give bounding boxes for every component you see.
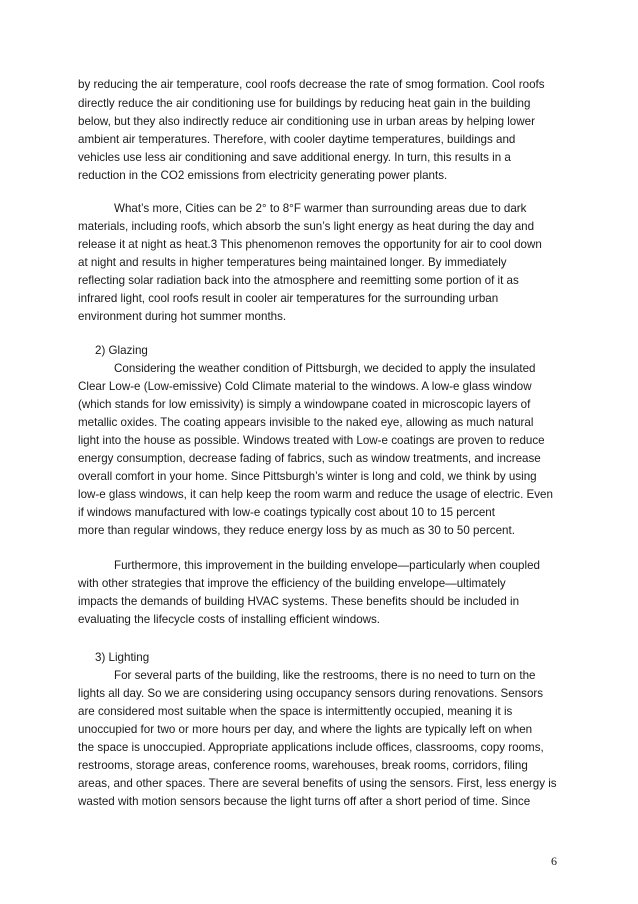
text-line: more than regular windows, they reduce energy loss by as much as 30 to 50 percent.	[78, 524, 515, 537]
text-line: release it at night as heat.3 This phenomenon removes the opportunity for air to cool down	[78, 238, 542, 251]
text-line: low-e glass windows, it can help keep the room warm and reduce the usage of electric. Even	[78, 488, 553, 501]
text-line: Considering the weather condition of Pittsburgh, we decided to apply the insulated	[114, 362, 536, 375]
text-line: evaluating the lifecycle costs of installing efficient windows.	[78, 613, 381, 626]
text-line: lights all day. So we are considering using occupancy sensors during renovations. Sensors	[78, 687, 544, 700]
text-line: materials, including roofs, which absorb the sun’s light energy as heat during the day and	[78, 220, 535, 233]
text-line: infrared light, cool roofs result in cooler air temperatures for the surrounding urban	[78, 292, 499, 305]
text-line: areas, and other spaces. There are several benefits of using the sensors. First, less energy is	[78, 777, 557, 790]
text-line: directly reduce the air conditioning use for buildings by reducing heat gain in the building	[78, 97, 531, 110]
text-line: For several parts of the building, like the restrooms, there is no need to turn on the	[114, 669, 536, 682]
text-line: What’s more, Cities can be 2° to 8°F warmer than surrounding areas due to dark	[114, 202, 527, 215]
text-line: wasted with motion sensors because the light turns off after a short period of time. Since	[78, 795, 531, 808]
text-line: overall comfort in your home. Since Pittsburgh’s winter is long and cold, we think by using	[78, 470, 537, 483]
text-line: environment during hot summer months.	[78, 310, 287, 323]
text-line: impacts the demands of building HVAC systems. These benefits should be included in	[78, 595, 520, 608]
text-line: (which stands for low emissivity) is simply a windowpane coated in microscopic layers of	[78, 398, 531, 411]
text-line: below, but they also indirectly reduce air conditioning use in urban areas by helping lower	[78, 115, 535, 128]
text-line: Clear Low-e (Low-emissive) Cold Climate material to the windows. A low-e glass window	[78, 380, 532, 393]
text-line: the space is unoccupied. Appropriate applications include offices, classrooms, copy rooms,	[78, 741, 544, 754]
text-line: ambient air temperatures. Therefore, with cooler daytime temperatures, buildings and	[78, 133, 516, 146]
section-heading-lighting: 3) Lighting	[95, 651, 150, 664]
text-line: metallic oxides. The coating appears invisible to the naked eye, allowing as much natural	[78, 416, 534, 429]
page-number: 6	[551, 854, 557, 868]
text-line: restrooms, storage areas, conference rooms, warehouses, break rooms, corridors, filing	[78, 759, 528, 772]
text-line: are considered most suitable when the space is intermittently occupied, meaning it is	[78, 705, 513, 718]
text-line: if windows manufactured with low-e coatings typically cost about 10 to 15 percent	[78, 506, 495, 519]
text-line: Furthermore, this improvement in the building envelope—particularly when coupled	[114, 559, 540, 572]
text-line: light into the house as possible. Windows treated with Low-e coatings are proven to reduce	[78, 434, 545, 447]
text-line: unoccupied for two or more hours per day, and where the lights are typically left on when	[78, 723, 533, 736]
text-line: with other strategies that improve the efficiency of the building envelope—ultimately	[78, 577, 506, 590]
text-line: by reducing the air temperature, cool roofs decrease the rate of smog formation. Cool roofs	[78, 78, 545, 91]
text-line: reflecting solar radiation back into the atmosphere and reemitting some portion of it as	[78, 274, 519, 287]
text-line: at night and results in higher temperatures being maintained longer. By immediately	[78, 256, 507, 269]
text-line: reduction in the CO2 emissions from electricity generating power plants.	[78, 169, 448, 182]
text-line: energy consumption, decrease fading of fabrics, such as window treatments, and increase	[78, 452, 541, 465]
section-heading-glazing: 2) Glazing	[95, 344, 148, 357]
text-line: vehicles use less air conditioning and save additional energy. In turn, this results in a	[78, 151, 511, 164]
